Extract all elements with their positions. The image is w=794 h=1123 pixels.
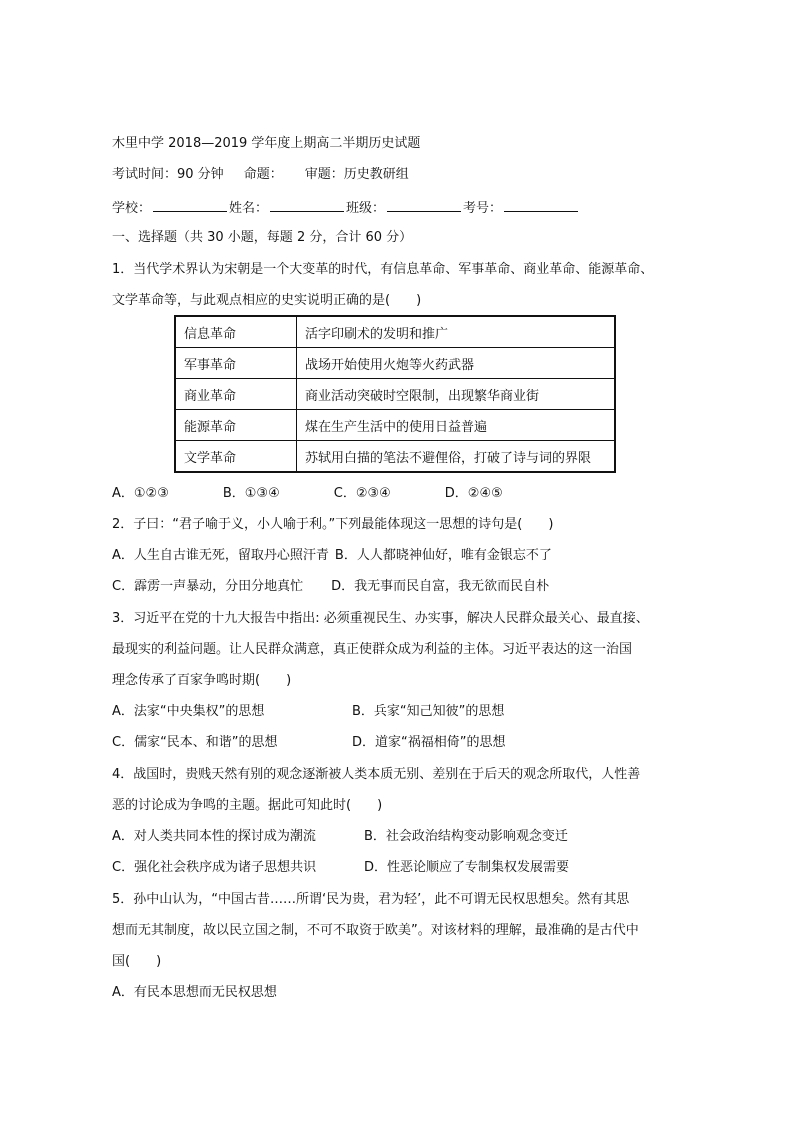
exam-meta-line: [112, 166, 409, 184]
table-cell: 煤在生产生活中的使用日益普遍: [297, 410, 616, 441]
name-label: 姓名：: [229, 201, 269, 216]
table-row: [175, 441, 615, 473]
q3-option-c[interactable]: C．儒家“民本、和谐”的思想: [112, 735, 278, 750]
table-row: [175, 348, 615, 379]
q5-stem-line3: 国( ): [112, 954, 162, 969]
q2-option-d[interactable]: D．我无事而民自富，我无欲而民自朴: [331, 579, 550, 594]
table-cell: 信息革命: [175, 316, 297, 348]
q4-options-row2: [112, 859, 569, 877]
table-cell: 活字印刷术的发明和推广: [297, 316, 616, 348]
table-cell: 商业革命: [175, 379, 297, 410]
q1-options: [112, 485, 503, 503]
q3-option-b[interactable]: B．兵家“知己知彼”的思想: [352, 704, 505, 719]
school-label: 学校：: [112, 201, 152, 216]
table-row: [175, 410, 615, 441]
q2-option-c[interactable]: C．霹雳一声暴动，分田分地真忙: [112, 579, 304, 594]
q3-stem-line3: 理念传承了百家争鸣时期( ): [112, 673, 292, 688]
exam-no-label: 考号：: [463, 201, 503, 216]
exam-time: 考试时间：90 分钟: [112, 167, 224, 182]
q5-option-a[interactable]: A．有民本思想而无民权思想: [112, 985, 277, 1000]
q3-option-a[interactable]: A．法家“中央集权”的思想: [112, 704, 265, 719]
table-cell: 战场开始使用火炮等火药武器: [297, 348, 616, 379]
q1-option-b[interactable]: B．①③④: [222, 486, 280, 501]
q3-options-row2: [112, 734, 505, 752]
q3-options-row1: [112, 703, 504, 721]
student-info-line: [112, 198, 580, 218]
q4-stem-line2: 恶的讨论成为争鸣的主题。据此可知此时( ): [112, 798, 383, 813]
q3-option-d[interactable]: D．道家“祸福相倚”的思想: [352, 735, 506, 750]
q1-option-d[interactable]: D．②④⑤: [444, 486, 503, 501]
q2-option-a[interactable]: A．人生自古谁无死，留取丹心照汗青: [112, 548, 329, 563]
q1-option-a[interactable]: A．①②③: [112, 486, 169, 501]
q4-option-d[interactable]: D．性恶论顺应了专制集权发展需要: [364, 860, 570, 875]
q1-stem-line2: 文学革命等，与此观点相应的史实说明正确的是( ): [112, 293, 422, 308]
exam-reviewer: 审题：历史教研组: [304, 167, 409, 182]
table-cell: 文学革命: [175, 441, 297, 473]
q3-stem-line2: 最现实的利益问题。让人民群众满意，真正使群众成为利益的主体。习近平表达的这一治国: [112, 642, 633, 657]
q5-stem-line2: 想而无其制度，故以民立国之制，不可不取资于欧美”。对该材料的理解，最准确的是古代中: [112, 923, 639, 938]
name-field[interactable]: [270, 198, 344, 212]
school-field[interactable]: [153, 198, 227, 212]
q4-option-c[interactable]: C．强化社会秩序成为诸子思想共识: [112, 860, 317, 875]
class-field[interactable]: [387, 198, 461, 212]
q1-option-c[interactable]: C．②③④: [333, 486, 391, 501]
section-heading: 一、选择题（共 30 小题，每题 2 分，合计 60 分）: [112, 230, 413, 245]
class-label: 班级：: [346, 201, 386, 216]
table-cell: 苏轼用白描的笔法不避俚俗，打破了诗与词的界限: [297, 441, 616, 473]
q4-stem-line1: 4．战国时，贵贱天然有别的观念逐渐被人类本质无别、差别在于后天的观念所取代，人性善: [112, 767, 641, 782]
table-cell: 能源革命: [175, 410, 297, 441]
q4-options-row1: [112, 828, 568, 846]
q1-table: [174, 315, 616, 473]
q4-option-b[interactable]: B．社会政治结构变动影响观念变迁: [364, 829, 568, 844]
q3-stem-line1: 3．习近平在党的十九大报告中指出: 必须重视民生、办实事，解决人民群众最关心、最直接、: [112, 611, 649, 626]
q5-stem-line1: 5．孙中山认为，“中国古昔……所谓‘民为贵，君为轻’，此不可谓无民权思想矣。然有其思: [112, 892, 630, 907]
exam-title: 木里中学 2018—2019 学年度上期高二半期历史试题: [112, 136, 421, 151]
exam-setter: 命题：: [243, 167, 283, 182]
table-cell: 军事革命: [175, 348, 297, 379]
table-row: [175, 316, 615, 348]
table-cell: 商业活动突破时空限制，出现繁华商业街: [297, 379, 616, 410]
exam-no-field[interactable]: [504, 198, 578, 212]
q2-stem: 2．子曰：“君子喻于义，小人喻于利。”下列最能体现这一思想的诗句是( ): [112, 517, 554, 532]
q2-option-b[interactable]: B．人人都晓神仙好，唯有金银忘不了: [334, 548, 552, 563]
q2-options-row1: [112, 547, 552, 565]
q4-option-a[interactable]: A．对人类共同本性的探讨成为潮流: [112, 829, 316, 844]
q2-options-row2: [112, 578, 549, 596]
q1-stem-line1: 1．当代学术界认为宋朝是一个大变革的时代，有信息革命、军事革命、商业革命、能源革命、: [112, 262, 654, 277]
table-row: [175, 379, 615, 410]
